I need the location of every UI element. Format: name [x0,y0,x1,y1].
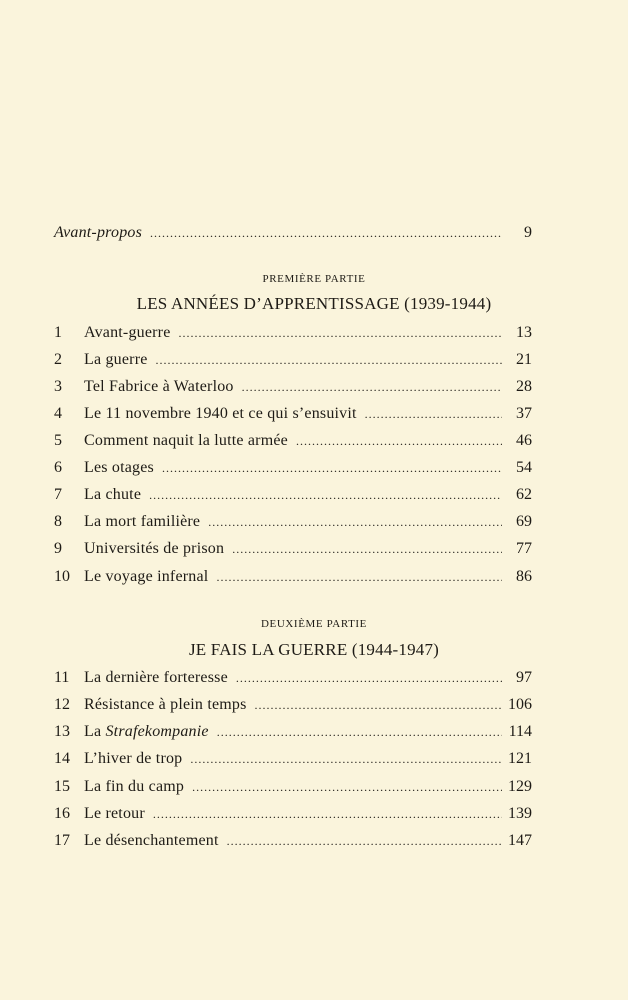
dot-leader [149,484,502,506]
chapter-title: La mort familière [84,513,201,530]
chapter-title: Comment naquit la lutte armée [84,432,288,449]
dot-leader [242,376,502,398]
dot-leader [255,694,502,716]
chapter-page: 97 [516,669,532,686]
dot-leader [192,776,502,798]
chapter-title: Les otages [84,459,154,476]
chapter-number: 15 [54,778,70,795]
dot-leader [216,566,502,588]
chapter-title-italic: Strafekompanie [105,723,209,740]
toc-entry-title: Avant-propos [54,224,143,241]
toc-entry [54,721,532,743]
chapter-page: 114 [508,723,532,740]
chapter-title: La chute [84,486,142,503]
chapter-page: 129 [508,778,532,795]
chapter-page: 28 [516,378,532,395]
dot-leader [162,457,502,479]
chapter-number: 8 [54,513,62,530]
chapter-title: Universités de prison [84,540,225,557]
chapter-page: 139 [508,805,532,822]
chapter-title: La fin du camp [84,778,185,795]
part-label: PREMIÈRE PARTIE [262,273,366,285]
dot-leader [150,222,502,244]
chapter-number: 2 [54,351,62,368]
chapter-page: 62 [516,486,532,503]
chapter-number: 11 [54,669,70,686]
dot-leader [236,667,502,689]
part-label: DEUXIÈME PARTIE [260,618,367,630]
chapter-title: Résistance à plein temps [84,696,247,713]
chapter-page: 86 [516,568,532,585]
toc-entry [54,457,532,479]
chapter-number: 3 [54,378,62,395]
chapter-title [84,721,209,743]
chapter-title: Tel Fabrice à Waterloo [84,378,234,395]
toc-entry-page: 9 [524,224,532,241]
toc-entry [54,776,532,798]
dot-leader [232,538,502,560]
chapter-title: L’hiver de trop [84,750,183,767]
dot-leader [153,803,502,825]
part-title: LES ANNÉES D’APPRENTISSAGE (1939-1944) [136,294,492,313]
chapter-number: 7 [54,486,62,503]
toc-entry [54,830,532,852]
chapter-number: 13 [54,723,70,740]
chapter-title: Le voyage infernal [84,568,209,585]
chapter-page: 69 [516,513,532,530]
dot-leader [217,721,502,743]
chapter-page: 37 [516,405,532,422]
chapter-page: 106 [508,696,532,713]
dot-leader [156,349,502,371]
dot-leader [208,511,502,533]
toc-entry [54,349,532,371]
dot-leader [296,430,502,452]
dot-leader [190,748,502,770]
chapter-title: Avant-guerre [84,324,171,341]
chapter-number: 16 [54,805,70,822]
chapter-number: 1 [54,324,62,341]
toc-entry [54,566,532,588]
chapter-title: La guerre [84,351,148,368]
chapter-page: 54 [516,459,532,476]
chapter-number: 9 [54,540,62,557]
chapter-page: 46 [516,432,532,449]
chapter-number: 12 [54,696,70,713]
chapter-title: Le désenchantement [84,832,219,849]
toc-entry [54,322,532,344]
chapter-number: 5 [54,432,62,449]
chapter-number: 17 [54,832,70,849]
chapter-page: 77 [516,540,532,557]
chapter-title-prefix: La [84,723,106,740]
toc-entry [54,511,532,533]
chapter-page: 13 [516,324,532,341]
chapter-number: 6 [54,459,62,476]
chapter-page: 147 [508,832,532,849]
toc-entry [54,667,532,689]
chapter-page: 121 [508,750,532,767]
chapter-title: Le 11 novembre 1940 et ce qui s’ensuivit [84,405,357,422]
dot-leader [227,830,502,852]
chapter-number: 10 [54,568,70,585]
dot-leader [365,403,502,425]
toc-entry-avant-propos [54,222,532,244]
toc-entry [54,803,532,825]
chapter-number: 14 [54,750,70,767]
chapter-title: Le retour [84,805,145,822]
toc-entry [54,430,532,452]
toc-entry [54,376,532,398]
chapter-number: 4 [54,405,62,422]
toc-entry [54,403,532,425]
chapter-title: La dernière forteresse [84,669,228,686]
toc-entry [54,484,532,506]
toc-entry [54,694,532,716]
toc-entry [54,748,532,770]
dot-leader [179,322,502,344]
part-title: JE FAIS LA GUERRE (1944-1947) [188,640,440,659]
toc-entry [54,538,532,560]
chapter-page: 21 [516,351,532,368]
